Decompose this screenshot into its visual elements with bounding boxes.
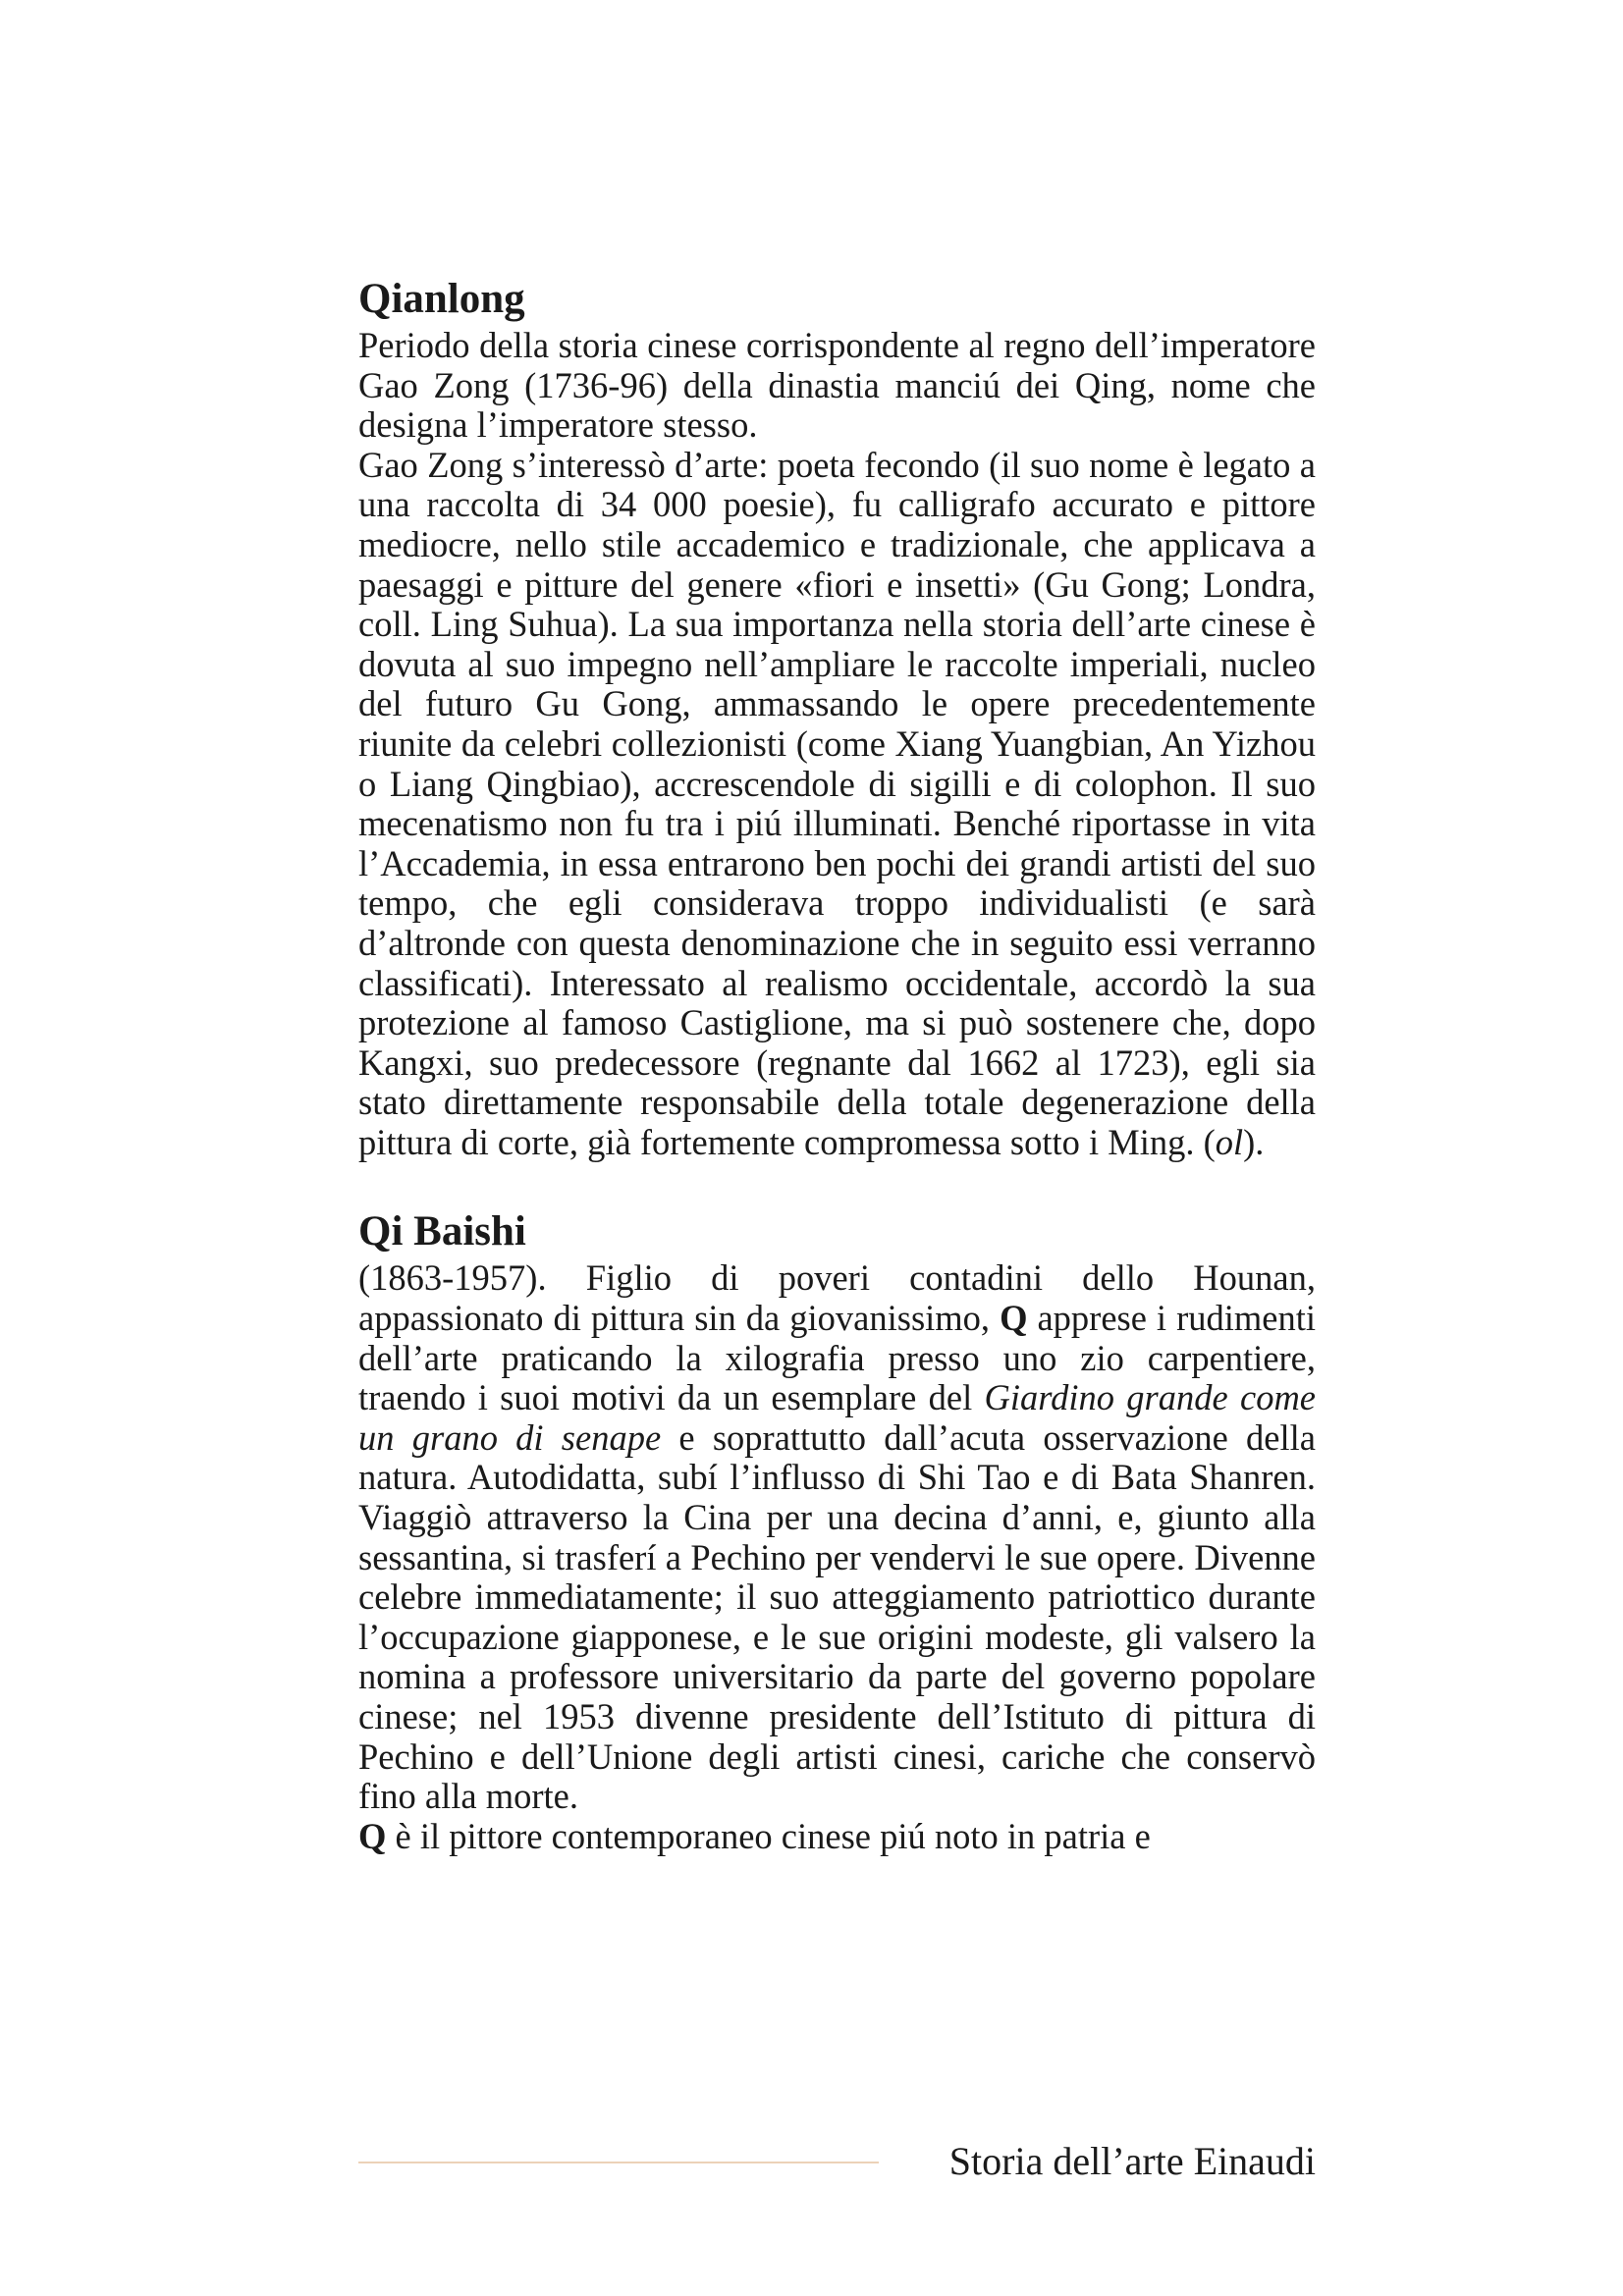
entry-paragraph: [358, 446, 1316, 1163]
author-signature: ol: [1215, 1121, 1244, 1162]
entry-paragraph: [358, 1258, 1316, 1856]
footer-rule: [358, 2162, 879, 2163]
paragraph-text: Gao Zong s’interessò d’arte: poeta fecondo (il suo nome è legato a una raccolta di 34 000 poesie), fu calligrafo accurato e pittore mediocre, nello stile accademico e tradizionale, che applicava a paesaggi e pitture del genere «fiori e insetti» (Gu Gong; Londra, coll. Ling Suhua). La sua importanza nella storia dell’arte cinese è dovuta al suo impegno nell’ampliare le raccolte imperiali, nucleo del futuro Gu Gong, ammassando le opere precedentemente riunite da celebri collezionisti (come Xiang Yuangbian, An Yizhou o Liang Qingbiao), accrescendole di sigilli e di colophon. Il suo mecenatismo non fu tra i piú illuminati. Benché riportasse in vita l’Accademia, in essa entrarono ben pochi dei grandi artisti del suo tempo, che egli considerava troppo individualisti (e sarà d’altronde con questa denominazione che in seguito essi verranno classificati). Interessato al realismo occidentale, accordò la sua protezione al famoso Castiglione, ma si può sostenere che, dopo Kangxi, suo predecessore (regnante dal 1662 al 1723), egli sia stato direttamente responsabile della totale degenerazione della pittura di corte, già fortemente compromessa sotto i Ming.: [358, 444, 1316, 1162]
page-footer: [358, 2139, 1316, 2183]
entry-initial: Q: [358, 1815, 387, 1856]
entry-title: Qi Baishi: [358, 1208, 526, 1255]
book-title: Giardino grande come un grano di senape: [358, 1377, 1317, 1458]
entry-qianlong: [358, 277, 1316, 1162]
entry-initial: Q: [1000, 1298, 1028, 1339]
paragraph-text: apprese i rudimenti dell’arte praticando la xilografia presso uno zio carpentiere, traendo i suoi motivi da un esemplare del: [358, 1298, 1316, 1418]
entry-title: Qianlong: [358, 276, 525, 322]
paragraph-text: è il pittore contemporaneo cinese piú noto in patria e: [386, 1815, 1151, 1856]
entry-qi-baishi: [358, 1209, 1316, 1856]
paragraph-text: (1863-1957). Figlio di poveri contadini dello Hounan, appassionato di pittura sin da giovanissimo,: [358, 1257, 1316, 1339]
footer-publication-title: Storia dell’arte Einaudi: [948, 2139, 1316, 2183]
signature-open: (: [1194, 1121, 1216, 1162]
paragraph-text: e soprattutto dall’acuta osservazione della natura. Autodidatta, subí l’influsso di Shi Tao e di Bata Shanren. Viaggiò attraverso la Cina per una decina d’anni, e, giunto alla sessantina, si trasferí a Pechino per vendervi le sue opere. Divenne celebre immediatamente; il suo atteggiamento patriottico durante l’occupazione giapponese, e le sue origini modeste, gli valsero la nomina a professore universitario da parte del governo popolare cinese; nel 1953 divenne presidente dell’Istituto di pittura di Pechino e dell’Unione degli artisti cinesi, cariche che conservò fino alla morte.: [358, 1416, 1316, 1817]
signature-close: ).: [1243, 1121, 1265, 1162]
page-body: [358, 277, 1316, 1903]
entry-paragraph: Periodo della storia cinese corrispondente al regno dell’imperatore Gao Zong (1736-96) della dinastia manciú dei Qing, nome che designa l’imperatore stesso.: [358, 325, 1316, 446]
